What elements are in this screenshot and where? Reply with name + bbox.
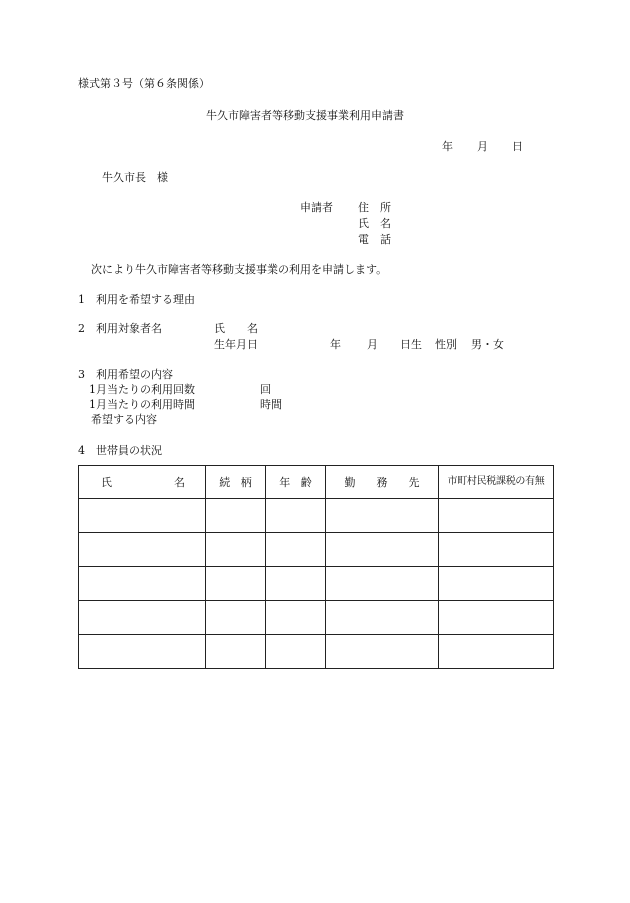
table-row bbox=[79, 499, 554, 533]
desired-content-label: 希望する内容 bbox=[91, 413, 157, 426]
table-cell[interactable] bbox=[79, 533, 206, 567]
table-cell[interactable] bbox=[439, 567, 554, 601]
section3-heading: 3 利用希望の内容 bbox=[78, 368, 173, 381]
addressee: 牛久市長 様 bbox=[102, 171, 168, 184]
gender-options: 男・女 bbox=[471, 338, 504, 351]
col-header-age: 年 齢 bbox=[266, 466, 326, 499]
table-cell[interactable] bbox=[326, 567, 439, 601]
birth-date-label: 生年月日 bbox=[214, 338, 258, 351]
table-row bbox=[79, 567, 554, 601]
applicant-label: 申請者 bbox=[300, 201, 333, 214]
table-cell[interactable] bbox=[439, 635, 554, 669]
table-cell[interactable] bbox=[266, 533, 326, 567]
document-title: 牛久市障害者等移動支援事業利用申請書 bbox=[206, 109, 404, 122]
usage-count-label: 1月当たりの利用回数 bbox=[89, 383, 195, 396]
table-row bbox=[79, 635, 554, 669]
col-header-tax-status: 市町村民税課税の有無 bbox=[439, 466, 554, 499]
table-row bbox=[79, 533, 554, 567]
table-cell[interactable] bbox=[79, 567, 206, 601]
household-table bbox=[78, 465, 554, 669]
table-cell[interactable] bbox=[206, 499, 266, 533]
table-cell[interactable] bbox=[326, 533, 439, 567]
table-cell[interactable] bbox=[206, 601, 266, 635]
table-cell[interactable] bbox=[326, 601, 439, 635]
birth-day-label: 日生 bbox=[400, 338, 422, 351]
table-cell[interactable] bbox=[439, 533, 554, 567]
applicant-name-label: 氏 名 bbox=[358, 217, 391, 230]
table-cell[interactable] bbox=[266, 567, 326, 601]
table-cell[interactable] bbox=[439, 499, 554, 533]
date-day-label: 日 bbox=[512, 140, 523, 153]
table-cell[interactable] bbox=[266, 635, 326, 669]
table-cell[interactable] bbox=[206, 533, 266, 567]
target-name-label: 氏 名 bbox=[214, 322, 258, 335]
form-number: 様式第３号（第６条関係） bbox=[78, 77, 210, 90]
intro-text: 次により牛久市障害者等移動支援事業の利用を申請します。 bbox=[91, 263, 388, 276]
table-cell[interactable] bbox=[206, 635, 266, 669]
birth-year-label: 年 bbox=[330, 338, 341, 351]
applicant-address-label: 住 所 bbox=[358, 201, 391, 214]
section2-heading: 2 利用対象者名 bbox=[78, 322, 162, 335]
table-cell[interactable] bbox=[206, 567, 266, 601]
table-cell[interactable] bbox=[326, 499, 439, 533]
household-table-header bbox=[79, 466, 554, 499]
date-year-label: 年 bbox=[442, 140, 453, 153]
usage-hours-label: 1月当たりの利用時間 bbox=[89, 398, 195, 411]
date-month-label: 月 bbox=[477, 140, 488, 153]
section1-heading: 1 利用を希望する理由 bbox=[78, 293, 195, 306]
gender-label: 性別 bbox=[435, 338, 457, 351]
col-header-workplace: 勤 務 先 bbox=[326, 466, 439, 499]
table-cell[interactable] bbox=[79, 635, 206, 669]
table-cell[interactable] bbox=[266, 601, 326, 635]
col-header-name: 氏 名 bbox=[79, 466, 206, 499]
usage-count-unit: 回 bbox=[260, 383, 271, 396]
usage-hours-unit: 時間 bbox=[260, 398, 282, 411]
table-cell[interactable] bbox=[79, 499, 206, 533]
col-header-relationship: 続 柄 bbox=[206, 466, 266, 499]
table-row bbox=[79, 601, 554, 635]
table-cell[interactable] bbox=[439, 601, 554, 635]
section4-heading: 4 世帯員の状況 bbox=[78, 444, 162, 457]
table-cell[interactable] bbox=[79, 601, 206, 635]
table-cell[interactable] bbox=[326, 635, 439, 669]
birth-month-label: 月 bbox=[367, 338, 378, 351]
table-cell[interactable] bbox=[266, 499, 326, 533]
applicant-phone-label: 電 話 bbox=[358, 233, 391, 246]
